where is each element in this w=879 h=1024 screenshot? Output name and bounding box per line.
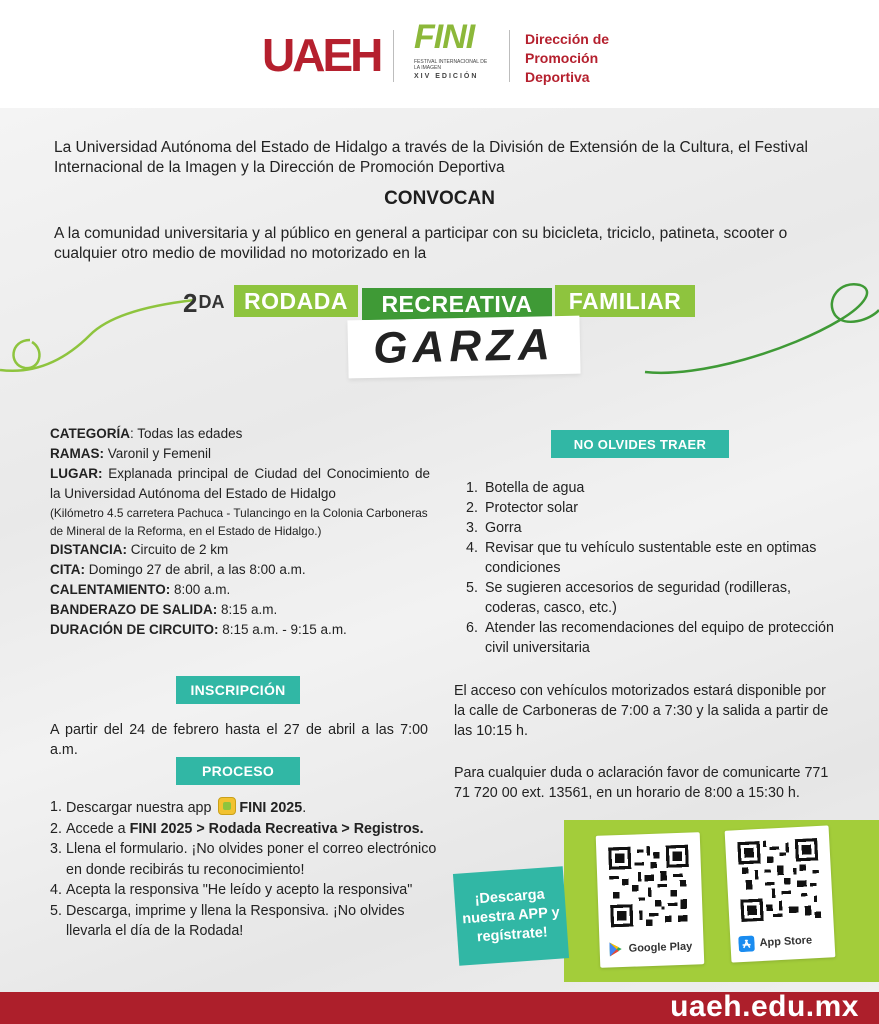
intro-text: La Universidad Autónoma del Estado de Hidalgo a través de la División de Extensión de la Cultura, el Festival Internacional de la Imagen y la Dirección de Promoción Deportiva [54, 139, 808, 176]
list-item [50, 839, 440, 880]
invite-text: A la comunidad universitaria y al público en general a participar con su bicicleta, triciclo, patineta, scooter o cualquier otro medio de movilidad no motorizado en la [54, 225, 788, 262]
list-item [466, 618, 846, 658]
detail-label: CALENTAMIENTO: [50, 582, 171, 597]
google-play-badge [607, 939, 692, 958]
dpd-line: Deportiva [525, 69, 590, 85]
step-text: Descargar nuestra app [66, 800, 216, 816]
google-play-icon [607, 941, 624, 958]
proceso-list [50, 797, 440, 942]
detail-label: CITA: [50, 562, 85, 577]
event-name-garza: GARZA [347, 316, 580, 379]
list-item-text: Descarga, imprime y llena la Responsiva. ¡No olvides llevarla el día de la Rodada! [66, 902, 405, 939]
step-bold: FINI 2025 [239, 800, 303, 816]
list-item-number: 6. [466, 620, 478, 636]
event-details [50, 424, 430, 640]
list-item-number: 3. [50, 841, 62, 857]
list-item-text [66, 797, 440, 819]
list-item-text: Acepta la responsiva "He leído y acepto la responsiva" [66, 882, 413, 898]
app-store-badge [738, 932, 812, 952]
list-item-number: 2. [50, 820, 62, 837]
left-swirl-decoration [0, 280, 200, 390]
fini-logo [414, 18, 490, 88]
title-rodada: RODADA [234, 285, 358, 317]
inscripcion-heading: INSCRIPCIÓN [176, 676, 300, 704]
detail-label: DISTANCIA: [50, 542, 127, 557]
list-item-text: Revisar que tu vehículo sustentable este en optimas condiciones [485, 540, 817, 576]
detail-value: Circuito de 2 km [127, 542, 229, 557]
list-item-number: 2. [466, 500, 478, 516]
footer-url-link[interactable]: uaeh.edu.mx [670, 990, 859, 1023]
list-item-text: Se sugieren accesorios de seguridad (rodilleras, coderas, casco, etc.) [485, 580, 791, 616]
list-item-number: 1. [50, 799, 62, 815]
step-text: . [302, 800, 307, 816]
event-ordinal-suffix: DA [198, 292, 225, 312]
logo-divider [393, 30, 394, 82]
proceso-heading: PROCESO [176, 757, 300, 785]
uaeh-logo: UAEH [262, 29, 381, 81]
list-item-number: 4. [466, 540, 478, 556]
convocan-heading: CONVOCAN [384, 188, 495, 209]
list-item [50, 819, 440, 840]
list-item [466, 538, 846, 578]
detail-distancia [50, 540, 430, 560]
detail-value: 8:15 a.m. [217, 602, 278, 617]
header [0, 0, 879, 108]
detail-calentamiento [50, 580, 430, 600]
list-item [50, 880, 440, 901]
detail-label: DURACIÓN DE CIRCUITO: [50, 622, 219, 637]
list-item [466, 578, 846, 618]
list-item-text: Botella de agua [485, 480, 585, 496]
google-play-qr-card[interactable] [596, 832, 705, 968]
detail-label: CATEGORÍA [50, 426, 130, 441]
detail-cita [50, 560, 430, 580]
detail-lugar [50, 464, 430, 504]
app-store-label: App Store [759, 934, 813, 950]
list-item [466, 498, 846, 518]
detail-label: LUGAR: [50, 466, 103, 481]
detail-categoria [50, 424, 430, 444]
logo-divider [509, 30, 510, 82]
detail-label: BANDERAZO DE SALIDA: [50, 602, 218, 617]
list-item-text: Protector solar [485, 500, 578, 516]
fini-logo-edition: XIV EDICIÓN [414, 73, 479, 80]
list-item [50, 901, 440, 942]
detail-value: Varonil y Femenil [104, 446, 212, 461]
qr-code-icon [608, 845, 691, 928]
step-bold: FINI 2025 > Rodada Recreativa > Registros. [129, 820, 424, 837]
event-ordinal-number: 2 [183, 288, 198, 318]
app-store-icon [738, 935, 755, 952]
footer-bar [0, 992, 879, 1024]
inscripcion-text: A partir del 24 de febrero hasta el 27 de abril a las 7:00 a.m. [50, 722, 428, 758]
title-familiar: FAMILIAR [555, 285, 695, 317]
detail-value: 8:00 a.m. [170, 582, 231, 597]
list-item-number: 3. [466, 520, 478, 536]
dpd-logo [525, 30, 609, 87]
fini-logo-text: FINI [414, 18, 475, 56]
list-item [466, 478, 846, 498]
detail-value: 8:15 a.m. - 9:15 a.m. [218, 622, 347, 637]
detail-banderazo [50, 600, 430, 620]
download-app-tag: ¡Descarga nuestra APP y regístrate! [453, 866, 569, 965]
detail-value: Explanada principal de Ciudad del Conocimiento de la Universidad Autónoma del Estado de Hidalgo [50, 466, 430, 501]
list-item-number: 1. [466, 480, 478, 496]
detail-ramas [50, 444, 430, 464]
no-olvides-list [466, 478, 846, 658]
google-play-label: Google Play [628, 940, 693, 955]
step-text: Accede a [66, 820, 130, 837]
list-item [50, 797, 440, 819]
title-recreativa: RECREATIVA [362, 288, 552, 320]
list-item-number: 5. [50, 902, 62, 919]
app-store-qr-card[interactable] [725, 825, 836, 962]
detail-label: RAMAS: [50, 446, 104, 461]
detail-value: Domingo 27 de abril, a las 8:00 a.m. [85, 562, 306, 577]
detail-lugar-note: (Kilómetro 4.5 carretera Pachuca - Tulancingo en la Colonia Carboneras de Mineral de la Reforma, en el Estado de Hidalgo.) [50, 506, 428, 538]
acceso-text: El acceso con vehículos motorizados estará disponible por la calle de Carboneras de 7:00 a 7:30 y la salida a partir de las 10:15 h. [454, 683, 829, 739]
qr-code-icon [737, 838, 821, 922]
contact-text: Para cualquier duda o aclaración favor de comunicarte 771 71 720 00 ext. 13561, en un horario de 8:00 a 15:30 h. [454, 765, 829, 801]
list-item-number: 5. [466, 580, 478, 596]
list-item [466, 518, 846, 538]
event-ordinal [183, 288, 224, 319]
list-item-text: Gorra [485, 520, 522, 536]
dpd-line: Promoción [525, 50, 599, 66]
detail-value: : Todas las edades [130, 426, 243, 441]
fini-logo-subtitle: FESTIVAL INTERNACIONAL DE LA IMAGEN [414, 59, 488, 71]
fini-app-icon [218, 797, 236, 815]
list-item-text: Atender las recomendaciones del equipo de protección civil universitaria [485, 620, 834, 656]
no-olvides-heading: NO OLVIDES TRAER [551, 430, 729, 458]
dpd-line: Dirección de [525, 31, 610, 47]
list-item-number: 4. [50, 882, 62, 898]
detail-duracion [50, 620, 430, 640]
list-item-text: Llena el formulario. ¡No olvides poner el correo electrónico en donde recibirás tu reconocimiento! [66, 841, 437, 878]
list-item-text [66, 819, 440, 840]
